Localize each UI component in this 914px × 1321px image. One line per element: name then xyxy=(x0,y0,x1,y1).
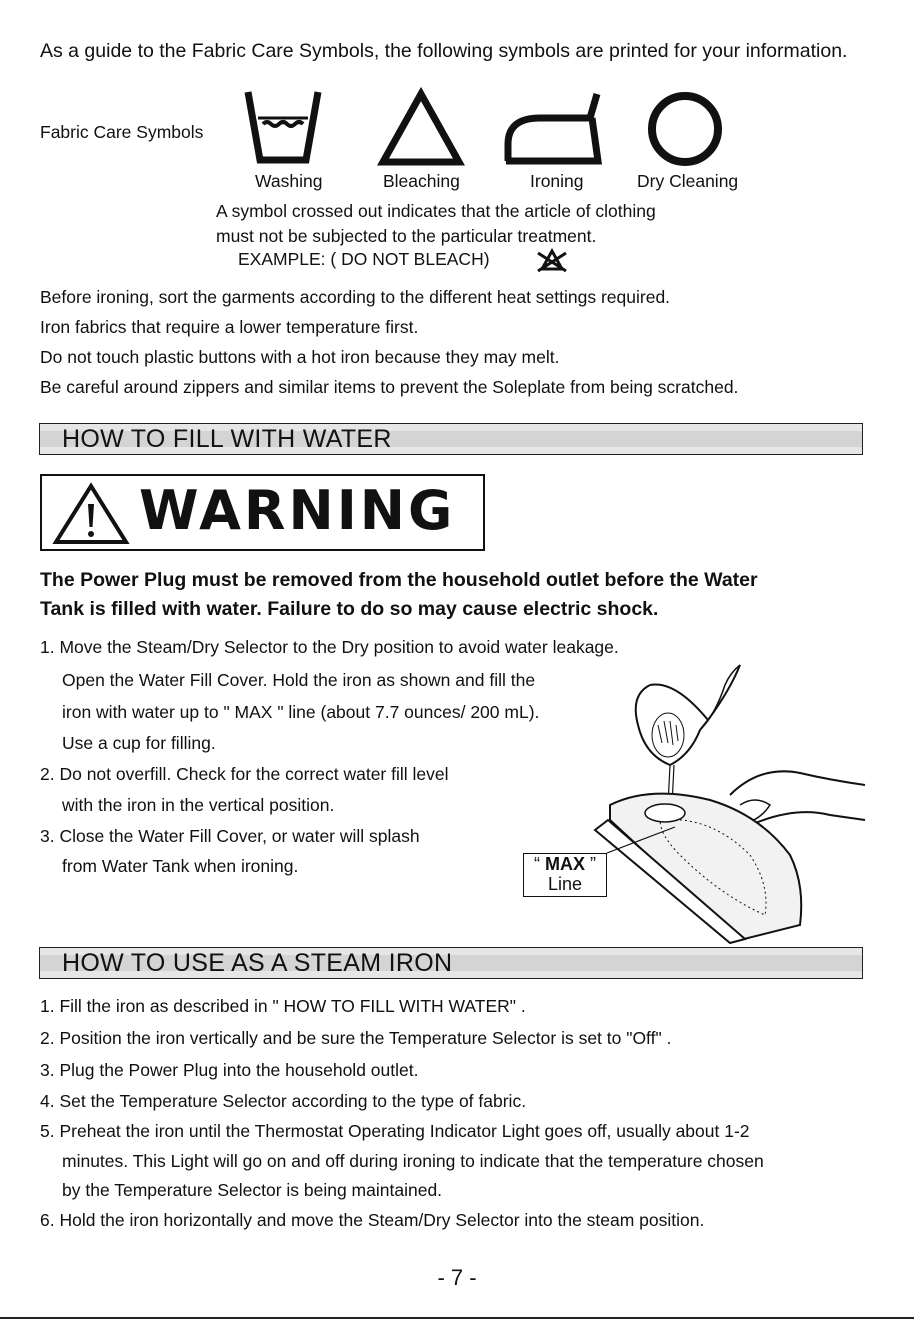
warning-triangle-icon xyxy=(52,482,130,546)
crossed-symbol-note: A symbol crossed out indicates that the article of clothing must not be subjected to the particular treatment. xyxy=(216,201,656,246)
fill-step-2b: with the iron in the vertical position. xyxy=(62,795,335,815)
page-bottom-border xyxy=(0,1317,914,1319)
section-header-steam-iron: HOW TO USE AS A STEAM IRON xyxy=(39,947,863,979)
steam-step-2: 2. Position the iron vertically and be sure the Temperature Selector is set to "Off" . xyxy=(40,1028,672,1048)
dry-cleaning-circle-icon xyxy=(652,96,718,162)
symbol-label-ironing: Ironing xyxy=(530,171,584,191)
iron-icon xyxy=(506,94,598,161)
fill-step-2: 2. Do not overfill. Check for the correct water fill level xyxy=(40,764,449,784)
steam-step-5: 5. Preheat the iron until the Thermostat Operating Indicator Light goes off, usually about 1-2 xyxy=(40,1121,750,1141)
fill-step-3: 3. Close the Water Fill Cover, or water will splash xyxy=(40,826,420,846)
tip-low-temp-first: Iron fabrics that require a lower temperature first. xyxy=(40,317,419,337)
tip-sort-garments: Before ironing, sort the garments according to the different heat settings required. xyxy=(40,287,671,307)
steam-step-5b: minutes. This Light will go on and off during ironing to indicate that the temperature chosen xyxy=(62,1151,764,1171)
section-header-fill-water: HOW TO FILL WITH WATER xyxy=(39,423,863,455)
fill-step-1d: Use a cup for filling. xyxy=(62,733,216,753)
fill-step-3b: from Water Tank when ironing. xyxy=(62,856,299,876)
crossed-bleach-icon xyxy=(534,247,570,273)
max-line-label: “ MAX ” Line xyxy=(523,853,607,897)
fabric-care-label: Fabric Care Symbols xyxy=(40,122,204,142)
bleaching-triangle-icon xyxy=(383,94,459,162)
iron-filling-illustration xyxy=(590,655,870,945)
fabric-care-symbols xyxy=(240,84,730,170)
intro-text: As a guide to the Fabric Care Symbols, the following symbols are printed for your information. xyxy=(40,40,848,62)
warning-title: WARNING xyxy=(139,479,456,542)
steam-step-6: 6. Hold the iron horizontally and move the Steam/Dry Selector into the steam position. xyxy=(40,1210,705,1230)
fill-step-1b: Open the Water Fill Cover. Hold the iron as shown and fill the xyxy=(62,670,536,690)
tip-plastic-buttons: Do not touch plastic buttons with a hot iron because they may melt. xyxy=(40,347,560,367)
warning-box xyxy=(40,474,485,551)
symbol-label-washing: Washing xyxy=(255,171,323,191)
fill-step-1: 1. Move the Steam/Dry Selector to the Dry position to avoid water leakage. xyxy=(40,637,619,657)
warning-text: The Power Plug must be removed from the household outlet before the Water Tank is filled with water. Failure to do so may cause electric shock. xyxy=(40,569,758,620)
steam-step-4: 4. Set the Temperature Selector according to the type of fabric. xyxy=(40,1091,527,1111)
steam-step-1: 1. Fill the iron as described in " HOW TO FILL WITH WATER" . xyxy=(40,996,526,1016)
steam-step-3: 3. Plug the Power Plug into the household outlet. xyxy=(40,1060,419,1080)
washing-tub-icon xyxy=(248,92,318,160)
page-number: - 7 - xyxy=(437,1265,477,1290)
do-not-bleach-example: EXAMPLE: ( DO NOT BLEACH) xyxy=(238,249,490,269)
fill-step-1c: iron with water up to " MAX " line (about 7.7 ounces/ 200 mL). xyxy=(62,702,540,722)
symbol-label-dry-cleaning: Dry Cleaning xyxy=(637,171,739,191)
symbol-label-bleaching: Bleaching xyxy=(383,171,460,191)
steam-step-5c: by the Temperature Selector is being maintained. xyxy=(62,1180,443,1200)
tip-zippers: Be careful around zippers and similar items to prevent the Soleplate from being scratched. xyxy=(40,377,739,397)
